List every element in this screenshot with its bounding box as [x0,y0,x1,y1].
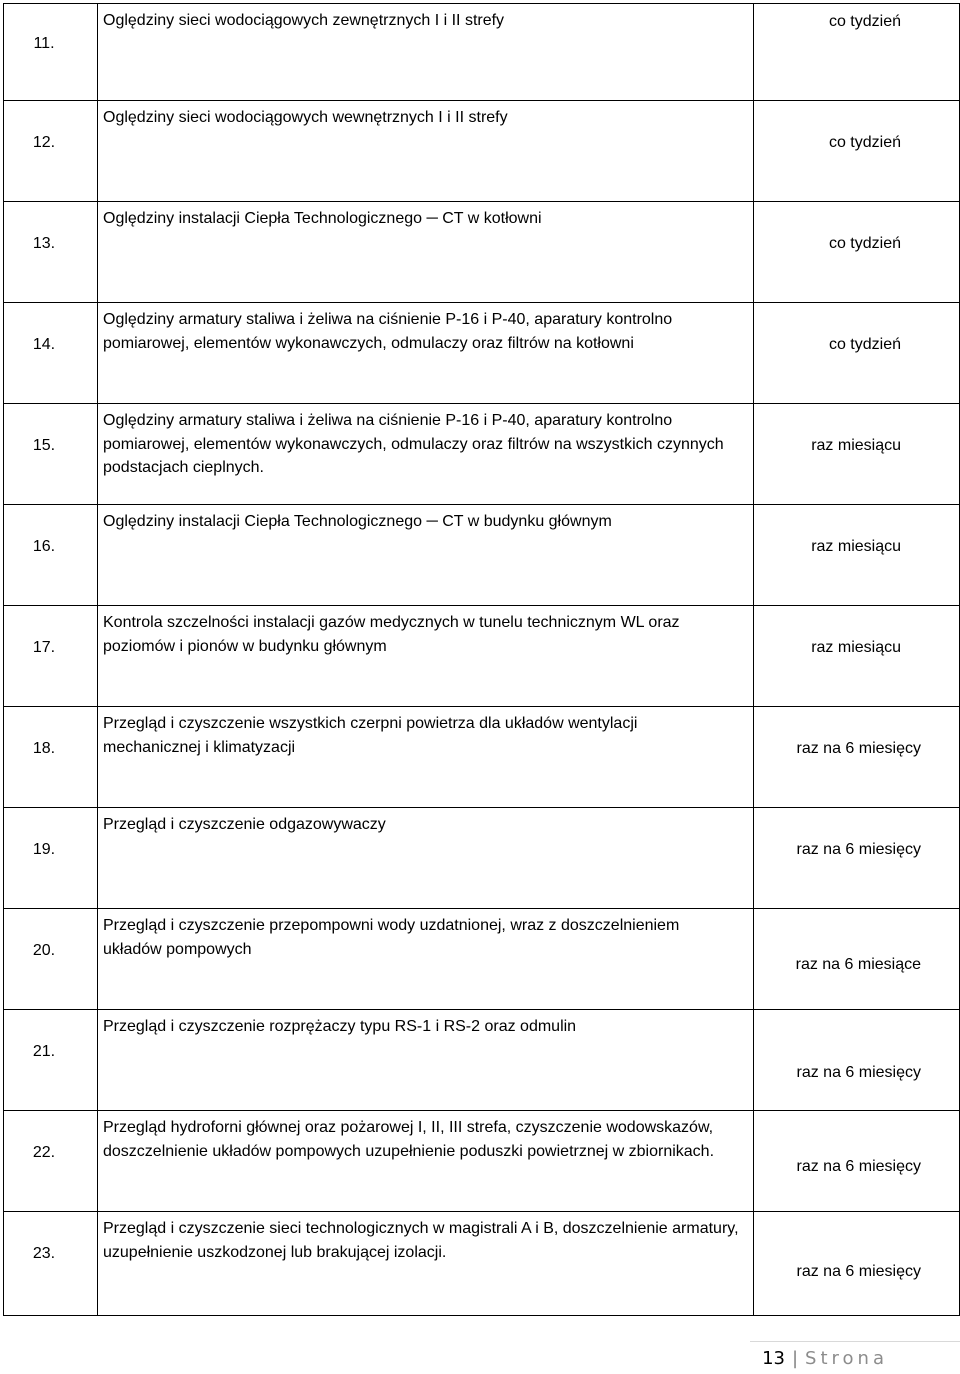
table-row [4,1111,960,1212]
task-frequency: raz na 6 miesięcy [796,1064,921,1081]
footer-divider [750,1341,960,1342]
task-frequency: raz miesiącu [811,538,901,555]
row-number: 22. [32,1144,56,1161]
page-footer [762,1348,888,1369]
row-number: 13. [32,235,56,252]
task-frequency: raz na 6 miesięcy [796,1158,921,1175]
task-description: Oględziny instalacji Ciepła Technologicznego ─ CT w kotłowni [103,210,542,227]
task-frequency: raz na 6 miesięcy [796,841,921,858]
row-number: 19. [32,841,56,858]
table-row [4,404,960,505]
row-number: 17. [32,639,56,656]
table-row [4,202,960,303]
page-label: Strona [805,1348,888,1369]
task-description: Przegląd i czyszczenie odgazowywaczy [103,816,386,833]
row-number: 21. [32,1043,56,1060]
row-number: 18. [32,740,56,757]
table-row [4,707,960,808]
row-number: 20. [32,942,56,959]
table-row [4,303,960,404]
task-frequency: raz miesiącu [811,437,901,454]
table-row [4,909,960,1010]
table-row [4,1010,960,1111]
task-description: Przegląd i czyszczenie wszystkich czerpni powietrza dla układów wentylacji mechanicznej i klimatyzacji [103,715,638,756]
task-description: Oględziny sieci wodociągowych wewnętrznych I i II strefy [103,109,508,126]
maintenance-schedule-table [3,3,960,1316]
task-frequency: raz na 6 miesięcy [796,1263,921,1280]
row-number: 12. [32,134,56,151]
task-description: Przegląd i czyszczenie sieci technologicznych w magistrali A i B, doszczelnienie armatury, uzupełnienie uszkodzonej lub brakującej izolacji. [103,1220,739,1261]
row-number: 16. [32,538,56,555]
task-frequency: co tydzień [828,235,901,252]
footer-separator: | [791,1348,799,1369]
row-number: 15. [32,437,56,454]
task-description: Przegląd i czyszczenie przepompowni wody uzdatnionej, wraz z doszczelnieniem układów pompowych [103,917,680,958]
table-row [4,4,960,101]
table-row [4,1212,960,1316]
task-description: Oględziny armatury staliwa i żeliwa na ciśnienie P-16 i P-40, aparatury kontrolno pomiarowej, elementów wykonawczych, odmulaczy oraz filtrów na kotłowni [103,311,673,352]
task-description: Przegląd i czyszczenie rozprężaczy typu RS-1 i RS-2 oraz odmulin [103,1018,577,1035]
task-frequency: raz miesiącu [811,639,901,656]
task-description: Oględziny sieci wodociągowych zewnętrznych I i II strefy [103,12,505,29]
table-row [4,606,960,707]
task-frequency: raz na 6 miesięcy [796,740,921,757]
table-row [4,808,960,909]
table-row [4,101,960,202]
task-description: Oględziny armatury staliwa i żeliwa na ciśnienie P-16 i P-40, aparatury kontrolno pomiarowej, elementów wykonawczych, odmulaczy oraz filtrów na wszystkich czynnych podstacjach cieplnych. [103,412,724,476]
table-row [4,505,960,606]
task-frequency: co tydzień [828,336,901,353]
task-frequency: co tydzień [828,13,901,30]
row-number: 14. [32,336,56,353]
task-frequency: raz na 6 miesiące [795,956,921,973]
task-description: Oględziny instalacji Ciepła Technologicznego ─ CT w budynku głównym [103,513,612,530]
row-number: 23. [32,1245,56,1262]
row-number: 11. [33,35,55,52]
task-frequency: co tydzień [828,134,901,151]
task-description: Przegląd hydroforni głównej oraz pożarowej I, II, III strefa, czyszczenie wodowskazów, doszczelnienie układów pompowych uzupełnienie poduszki powietrznej w zbiornikach. [103,1119,715,1160]
page-number: 13 [762,1348,785,1369]
task-description: Kontrola szczelności instalacji gazów medycznych w tunelu technicznym WL oraz poziomów i pionów w budynku głównym [103,614,680,655]
